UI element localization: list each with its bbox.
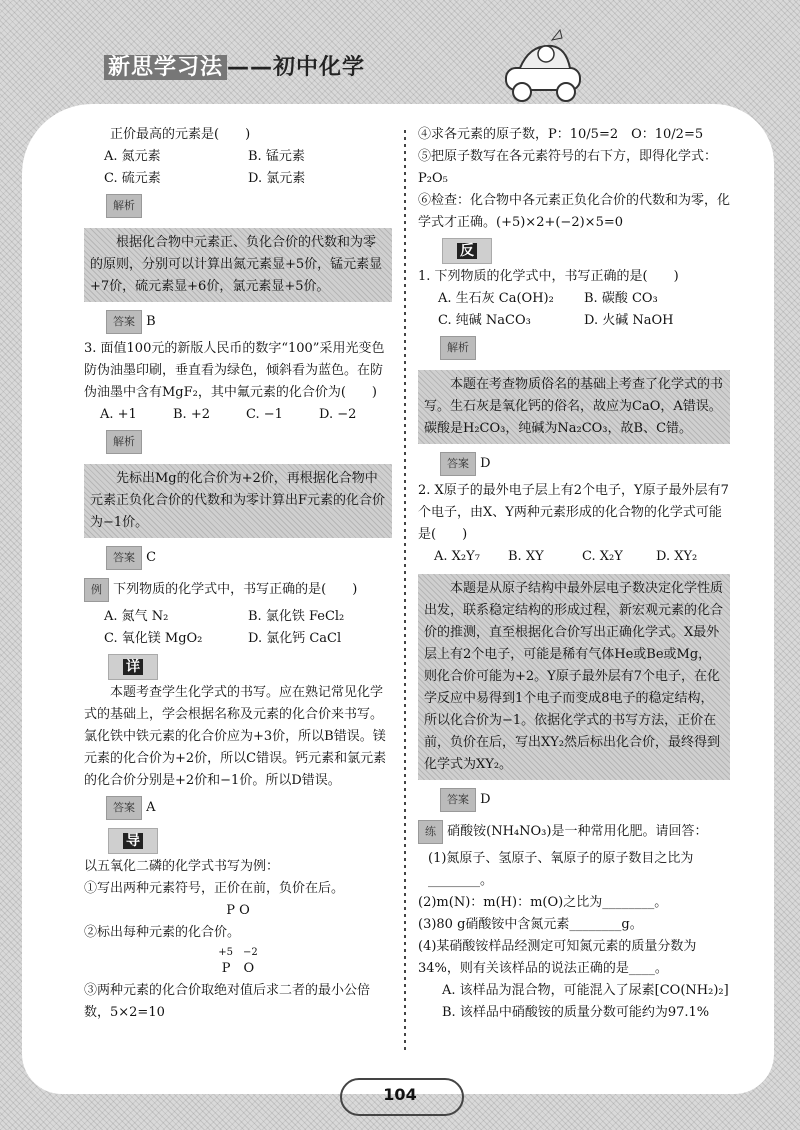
header-title: [104, 50, 365, 81]
question-1-options: [418, 288, 730, 332]
option: D. XY₂: [656, 549, 698, 564]
guide-step-4: ④求各元素的原子数，P：10/5=2 O：10/2=5: [418, 127, 704, 142]
guide-intro: 以五氧化二磷的化学式书写为例：: [84, 859, 280, 874]
question-3: 硝酸铵(NH₄NO₃)是一种常用化肥。请回答：: [447, 824, 708, 839]
analysis-box: 先标出Mg的化合价为+2价，再根据化合物中元素正负化合价的代数和为零计算出F元素的化合价为−1价。: [84, 464, 392, 538]
option: A. +1: [100, 407, 137, 422]
header-brand: 新思学习法: [104, 55, 227, 80]
answer-value: D: [480, 792, 491, 807]
option: B. 锰元素: [248, 149, 305, 164]
question-3-part-3: (3)80 g硝酸铵中含氮元素________g。: [418, 917, 643, 932]
guide-step-2-formula: P O: [221, 961, 255, 976]
analysis-box: 本题是从原子结构中最外层电子数决定化学性质出发，联系稳定结构的形成过程，新宏观元素的化合价的推测，直至根据化合价写出正确化学式。X最外层上有2个电子，可能是稀有气体He或Be或Mg，则化合价可能为+2。Y原子最外层有7个电子，在化学反应中易得到1个电子而变成8电子的稳定结构，所以化合价为−1。依据化学式的书写方法，正价在前，负价在后，写出XY₂然后标出化合价，最终得到化学式为XY₂。: [418, 574, 730, 780]
answer-label: 答案: [440, 452, 476, 476]
option: A. 氮气 N₂: [104, 609, 169, 624]
guide-step-5: ⑤把原子数写在各元素符号的右下方，即得化学式：P₂O₅: [418, 149, 718, 186]
option: A. 生石灰 Ca(OH)₂: [438, 291, 554, 306]
explanation-text: 本题考查学生化学式的书写。应在熟记常见化学式的基础上，学会根据名称及元素的化合价来书写。氯化铁中铁元素的化合价应为+3价，所以B错误。镁元素的化合价为+2价，所以C错误。钙元素和氯元素的化合价分别是+2价和−1价。所以D错误。: [84, 685, 387, 788]
option: B. 碳酸 CO₃: [584, 291, 658, 306]
option: C. 硫元素: [104, 171, 161, 186]
answer-label: 答案: [106, 310, 142, 334]
answer-value: A: [146, 800, 156, 815]
guide-step-1-formula: P O: [226, 903, 250, 918]
option: C. 氧化镁 MgO₂: [104, 631, 203, 646]
question-3: 3. 面值100元的新版人民币的数字“100”采用光变色防伪油墨印刷，垂直看为绿色，倾斜看为蓝色。在防伪油墨中含有MgF₂，其中氟元素的化合价为( ): [84, 341, 385, 400]
option: A. X₂Y₇: [434, 549, 480, 564]
answer-label: 答案: [440, 788, 476, 812]
option: C. 纯碱 NaCO₃: [438, 313, 531, 328]
question-4-options: [84, 606, 392, 650]
question-3-part-4-option-b: B. 该样品中硝酸铵的质量分数可能约为97.1%: [442, 1005, 710, 1020]
answer-label: 答案: [106, 546, 142, 570]
practice-label: 练: [418, 820, 443, 844]
question-3-part-1: (1)氮原子、氢原子、氧原子的原子数目之比为________。: [428, 851, 694, 888]
guide-step-3: ③两种元素的化合价取绝对值后求二者的最小公倍数，5×2=10: [84, 983, 371, 1020]
question-2-options: [418, 546, 730, 568]
option: B. 氯化铁 FeCl₂: [248, 609, 345, 624]
guide-badge: [108, 828, 158, 854]
page-number: 104: [383, 1085, 417, 1104]
option: C. −1: [246, 407, 283, 422]
reflect-badge: [442, 238, 492, 264]
question-3-part-4: (4)某硝酸铵样品经测定可知氮元素的质量分数为34%，则有关该样品的说法正确的是____。: [418, 939, 697, 976]
left-column: [84, 124, 392, 1024]
question-4: 下列物质的化学式中，书写正确的是( ): [113, 582, 358, 597]
option: D. 氯化钙 CaCl: [248, 631, 342, 646]
example-label: 例: [84, 578, 109, 602]
option: D. −2: [319, 407, 357, 422]
analysis-label: 解析: [440, 336, 476, 360]
question-2: 2. X原子的最外电子层上有2个电子，Y原子最外层有7个电子，由X、Y两种元素形成的化合物的化学式可能是( ): [418, 483, 729, 542]
question-3-part-2: (2)m(N)：m(H)：m(O)之比为________。: [418, 895, 668, 910]
option: C. X₂Y: [582, 549, 623, 564]
analysis-label: 解析: [106, 194, 142, 218]
guide-step-6: ⑥检查：化合物中各元素正负化合价的代数和为零，化学式才正确。(+5)×2+(−2)×5=0: [418, 193, 731, 230]
question-1: 1. 下列物质的化学式中，书写正确的是( ): [418, 269, 679, 284]
guide-badge-text: 导: [123, 833, 143, 849]
reflect-badge-text: 反: [457, 243, 477, 259]
question-3-options: [84, 404, 392, 426]
answer-value: C: [146, 550, 157, 565]
answer-value: D: [480, 456, 491, 471]
answer-value: B: [146, 314, 156, 329]
answer-label: 答案: [106, 796, 142, 820]
option: D. 氯元素: [248, 171, 306, 186]
detail-badge: [108, 654, 158, 680]
guide-step-2: ②标出每种元素的化合价。: [84, 925, 241, 940]
cartoon-car-icon: [500, 28, 590, 104]
analysis-label: 解析: [106, 430, 142, 454]
guide-step-2-valence: +5 −2: [218, 947, 258, 958]
option: B. XY: [508, 549, 544, 564]
question-prev-options: [84, 146, 392, 190]
guide-step-1: ①写出两种元素符号，正价在前，负价在后。: [84, 881, 345, 896]
option: A. 氮元素: [104, 149, 161, 164]
question-3-part-4-option-a: A. 该样品为混合物，可能混入了尿素[CO(NH₂)₂]: [442, 983, 729, 998]
detail-badge-text: 详: [123, 659, 143, 675]
right-column: [418, 124, 730, 1024]
option: B. +2: [173, 407, 210, 422]
column-divider: [402, 130, 408, 1050]
header-subject: ——初中化学: [227, 55, 366, 80]
analysis-box: 本题在考查物质俗名的基础上考查了化学式的书写。生石灰是氧化钙的俗名，故应为CaO，A错误。碳酸是H₂CO₃，纯碱为Na₂CO₃，故B、C错。: [418, 370, 730, 444]
question-prev: 正价最高的元素是( ): [110, 127, 251, 142]
option: D. 火碱 NaOH: [584, 313, 674, 328]
analysis-box: 根据化合物中元素正、负化合价的代数和为零的原则，分别可以计算出氮元素显+5价，锰元素显+7价，硫元素显+6价，氯元素显+5价。: [84, 228, 392, 302]
